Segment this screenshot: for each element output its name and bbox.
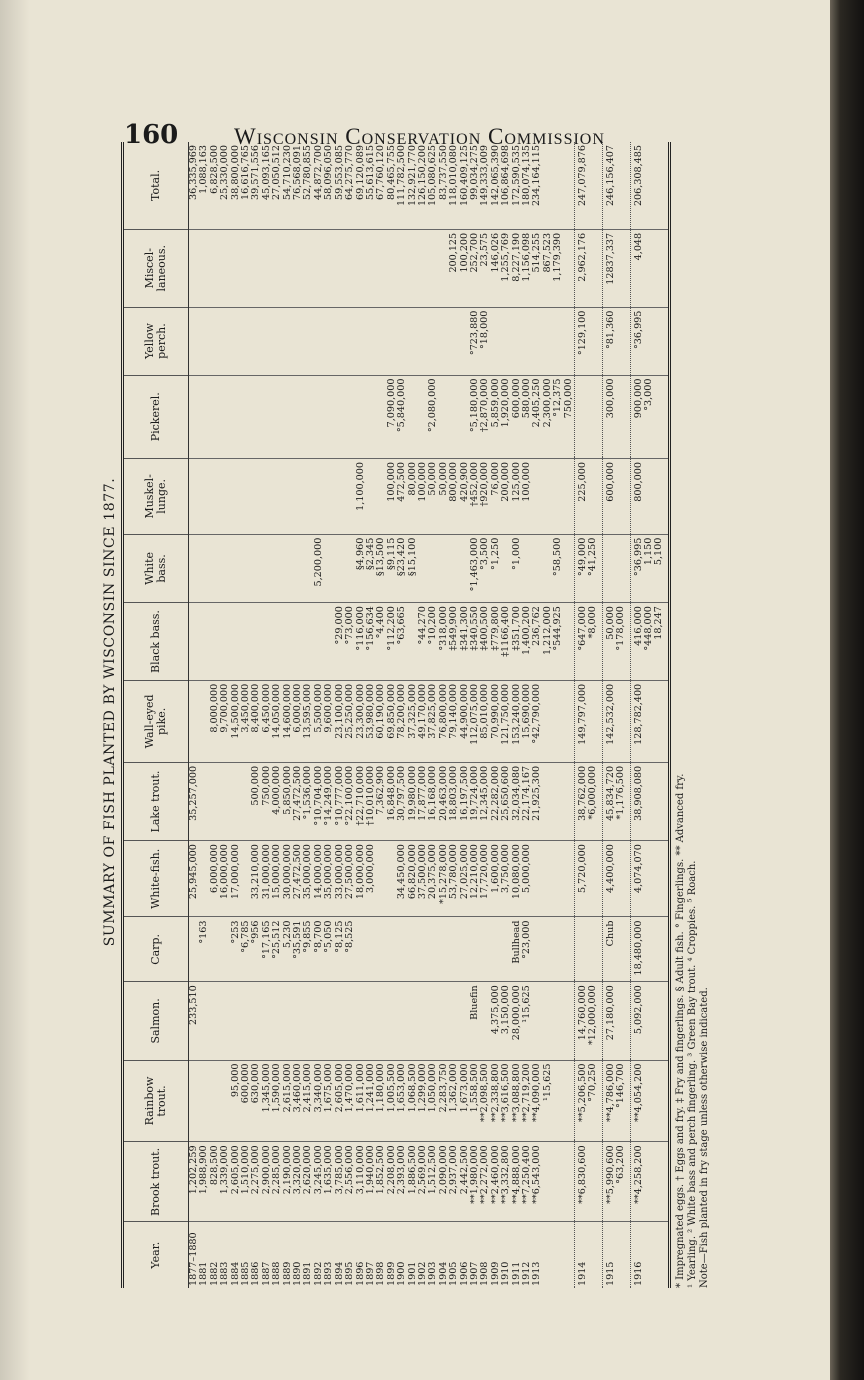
table-cell: 25,945,000 6,000,000 16,000,000 17,000,000 33,210,000 31,000,000 15,000,000 30,000,000 27,472,500 35,000,000 14,000,000 35,000,000 33,000,000 27,500,000 18,000,000 3,000,000 34,450,000 66,820,000 37,500,000 20,375,000 *15,278,000 53,780,000 27,025,000 12,210,000 17,720,000 1,600,000 3,750,000 10,080,000 5,000,000 — [189, 841, 575, 917]
table-cell: °129,100 — [575, 307, 603, 375]
table-cell: 4,048 — [630, 229, 669, 307]
table-cell: 35,257,000 500,000 750,000 4,000,000 5,850,000 27,472,500 °1,536,000 °10,704,000 °14,249,000 °10,777,000 °22,100,000 †22,710,000 †10,010,000 7,362,900 16,848,000 30,797,500 19,980,000 17,877,000 16,168,000 20,463,000 18,803,000 16,197,500 19,724,000 12,345,000 22,282,000 25,650,600 32,034,080 22,174,167 21,925,300 — [189, 762, 575, 840]
table-cell: 4,400,000 — [602, 841, 630, 917]
table-cell: 600,000 — [602, 459, 630, 535]
table-cell: 27,180,000 — [602, 982, 630, 1060]
table-cell: 416,000 °448,000 18,247 — [630, 603, 669, 681]
table-cell: 1,100,000 100,000 472,500 80,000 100,000 50,000 50,000 800,000 420,900 †452,000 †920,000 76,000 200,000 125,000 100,000 — [189, 459, 575, 535]
table-cell: 45,834,720 *1,176,500 — [602, 762, 630, 840]
table-cell: 8,000,000 9,700,000 14,500,000 3,450,000 8,400,000 6,450,000 14,050,000 14,600,000 6,000,000 13,595,000 5,500,000 9,600,000 23,100,000 25,250,000 23,300,000 53,980,000 60,190,000 69,850,000 78,200,000 37,325,000 49,170,000 37,825,000 76,800,000 79,140,000 44,900,000 112,075,000 85,010,000 70,990,000 121,750,000 153,240,000 15,690,000 °42,790,000 — [189, 680, 575, 762]
table-cell: 18,480,000 — [630, 917, 669, 982]
table-cell: 246,156,407 — [604, 145, 616, 207]
column-header: Rainbow trout. — [123, 1060, 189, 1142]
table-cell: 5,720,000 — [575, 841, 603, 917]
table-cell: °49,000 °41,250 — [575, 534, 603, 602]
column-header: Salmon. — [123, 982, 189, 1060]
table-row — [602, 142, 630, 1288]
running-head: Wisconsin Conservation Commission — [234, 124, 605, 149]
table-cell: Chub — [602, 917, 630, 982]
table-cell: 5,200,000 §4,960 §2,345 §13,500 §9,115 §23,420 §15,100 °1,463,000 °3,500 °1,250 °1,000 °58,500 — [189, 534, 575, 602]
column-header: Lake trout. — [123, 762, 189, 840]
table-cell: **4,786,000 °146,700 — [602, 1060, 630, 1142]
column-header: White-fish. — [123, 841, 189, 917]
table-cell — [575, 917, 603, 982]
column-header: Pickerel. — [123, 375, 189, 458]
table-header-row — [123, 142, 189, 1288]
column-header: Total. — [123, 142, 189, 229]
table-title: SUMMARY OF FISH PLANTED BY WISCONSIN SINCE 1877. — [102, 477, 118, 947]
table-body — [189, 142, 670, 1288]
table-cell: °647,000 *8,000 — [575, 603, 603, 681]
column-header: Yellow perch. — [123, 307, 189, 375]
footnote-note: Note—Fish planted in fry stage unless otherwise indicated. — [698, 987, 710, 1288]
table-cell: **5,990,600 °63,200 — [602, 1142, 630, 1222]
table-cell: **5,206,500 °70,250 — [575, 1060, 603, 1142]
table-cell: °29,000 °73,000 °116,000 °156,634 °4,400 °112,200 °63,665 °44,270 °10,200 °318,000 ‡549,900 ‡341,300 ‡340,550 ‡400,500 ‡779,800 ‡1166,400 ‡351,700 1,400,200 236,762 1,212,000 °544,925 — [189, 603, 575, 681]
table-cell: 95,000 600,000 630,000 1,345,000 1,590,000 2,615,000 3,460,000 2,415,000 3,340,000 1,675,000 2,605,000 1,470,000 1,611,000 1,241,000 1,180,000 1,005,500 1,653,000 1,068,500 1,299,000 1,050,000 2,283,750 1,362,000 1,673,000 1,558,500 **2,098,500 **2,338,800 **3,616,500 **3,088,800 **2,719,200 **4,090,000 ¹15,625 — [189, 1060, 575, 1142]
table-cell: 2,962,176 — [575, 229, 603, 307]
table-cell: 206,308,485 — [632, 145, 644, 207]
table-cell: 38,908,080 — [630, 762, 669, 840]
column-header: Miscel-laneous. — [123, 229, 189, 307]
table-cell: °723,880 °18,000 — [189, 307, 575, 375]
year-cell: 1915 — [602, 1222, 630, 1288]
table-row — [630, 142, 669, 1288]
table-cell: 12837,337 — [602, 229, 630, 307]
footnote-line: * Impregnated eggs. † Eggs and fry. ‡ Fry and fingerlings. § Adult fish. ° Fingerlings. ** Advanced fry. — [674, 773, 686, 1288]
table-cell: 200,125 100,200 252,700 23,575 146,026 1,255,769 8,227,190 1,156,098 514,255 867,523 1,179,390 — [189, 229, 575, 307]
column-header: Carp. — [123, 917, 189, 982]
scan-edge — [830, 0, 864, 1380]
table-row — [189, 142, 575, 1288]
table-cell: 38,762,000 *6,000,000 — [575, 762, 603, 840]
table-cell: °163 °253 °6,785 °956 °17,165 °25,512 5,230 °35,591 °9,855 °8,700 °5,050 °8,125 °8,525 Bullhead °23,000 — [189, 917, 575, 982]
column-header: Year. — [123, 1222, 189, 1288]
table-cell: 800,000 — [630, 459, 669, 535]
table-cell: 247,079,876 — [577, 145, 589, 207]
table-cell: 4,074,070 — [630, 841, 669, 917]
column-header: Brook trout. — [123, 1142, 189, 1222]
table-cell — [602, 534, 630, 602]
year-cell: 1916 — [630, 1222, 669, 1288]
table-cell: 233,510 Bluefin 4,375,000 3,150,000 28,000,000 ¹15,625 — [189, 982, 575, 1060]
table-cell: **4,054,200 — [630, 1060, 669, 1142]
table-cell: °36,995 1,150 5,100 — [630, 534, 669, 602]
table-cell: 300,000 — [602, 375, 630, 458]
year-cell: 1914 — [575, 1222, 603, 1288]
table-cell: 7,090,000 °5,840,000 °2,080,000 °5,180,000 †2,870,000 5,859,000 1,920,000 600,000 580,000 2,405,250 2,300,000 °12,375 750,000 — [189, 375, 575, 458]
table-cell: 1,202,259 1,988,900 828,500 1,339,000 2,605,000 1,510,000 2,275,000 2,900,000 2,285,000 2,190,000 3,320,000 2,620,000 3,245,000 1,635,000 3,785,000 2,556,000 3,110,000 1,940,000 1,852,500 2,208,000 2,393,000 1,886,500 2,569,000 1,512,500 2,090,000 2,937,000 2,442,500 **1,980,000 **2,272,000 **2,460,000 **3,332,800 **4,888,000 **7,250,400 **6,543,000 — [189, 1142, 575, 1222]
table-cell: °81,360 — [602, 307, 630, 375]
page-binding-shadow — [0, 0, 30, 1380]
table-cell: 149,797,000 — [575, 680, 603, 762]
table-cell: 900,000 °3,000 — [630, 375, 669, 458]
rotated-table-sheet — [93, 112, 773, 1312]
table-cell: 142,532,000 — [602, 680, 630, 762]
table-cell: **4,258,200 — [630, 1142, 669, 1222]
table-footnotes — [675, 112, 711, 1288]
table-cell — [575, 375, 603, 458]
table-cell: 128,782,400 — [630, 680, 669, 762]
column-header: Wall-eyed pike. — [123, 680, 189, 762]
table-cell: 36,335,969 1,088,163 6,828,500 25,330,000 38,800,000 16,616,765 39,571,556 45,093,165 27,050,512 54,710,230 76,568,091 52,780,855 44,872,700 58,096,050 59,553,085 64,275,770 69,120,089 55,613,615 67,760,120 80,465,755 111,782,500 132,921,770 126,150,200 105,080,625 83,737,550 118,010,080 160,409,125 99,034,275 149,333,009 142,065,390 106,864,698 172,590,535 180,074,135 234,164,115 — [188, 145, 543, 207]
table-row — [575, 142, 603, 1288]
year-cell: 1877–1880 1881 1882 1883 1884 1885 1886 1887 1888 1889 1890 1891 1892 1893 1894 1895 1896 1897 1898 1899 1900 1901 1902 1903 1904 1905 1906 1907 1908 1909 1910 1911 1912 1913 — [189, 1222, 575, 1288]
table-cell: 225,000 — [575, 459, 603, 535]
table-cell: 14,760,000 *12,000,000 — [575, 982, 603, 1060]
footnote-line: ¹ Yearling. ² White bass and perch fingerling. ³ Green Bay trout. ⁴ Croppies. ⁵ Roach. — [686, 860, 698, 1288]
table-cell: °36,995 — [630, 307, 669, 375]
table-cell: 50,000 °178,000 — [602, 603, 630, 681]
column-header: White bass. — [123, 534, 189, 602]
column-header: Muskel-lunge. — [123, 459, 189, 535]
fish-planting-summary-table — [121, 142, 671, 1288]
column-header: Black bass. — [123, 603, 189, 681]
table-cell: 5,092,000 — [630, 982, 669, 1060]
page-number: 160 — [124, 120, 179, 150]
table-cell: **6,830,600 — [575, 1142, 603, 1222]
